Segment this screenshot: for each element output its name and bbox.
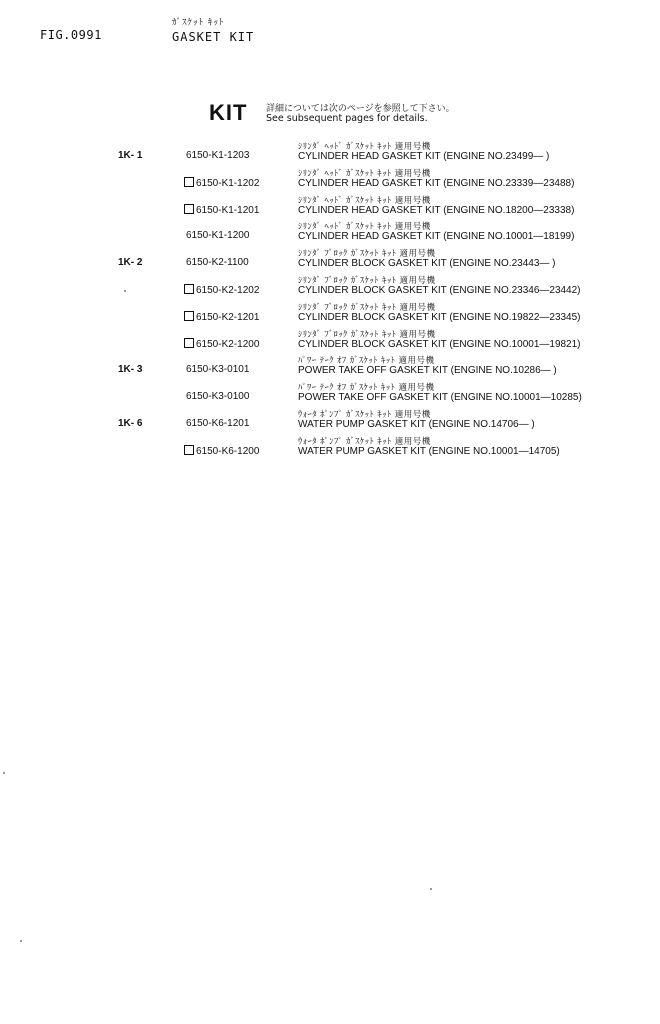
part-name-japanese: ｼﾘﾝﾀﾞ ﾍｯﾄﾞ ｶﾞｽｹｯﾄ ｷｯﾄ 適用号機 (298, 195, 431, 206)
part-number: 6150-K2-1201 (196, 311, 260, 323)
part-number-cell (186, 230, 249, 241)
part-name-japanese: ｼﾘﾝﾀﾞ ﾌﾞﾛｯｸ ｶﾞｽｹｯﾄ ｷｯﾄ 適用号機 (298, 276, 436, 286)
checkbox-marker-icon (184, 445, 194, 455)
part-name: CYLINDER BLOCK GASKET KIT (ENGINE NO.23346—23442) (298, 285, 581, 296)
scan-speck (20, 940, 22, 942)
part-name: CYLINDER BLOCK GASKET KIT (ENGINE NO.10001—19821) (298, 338, 581, 350)
part-number: 6150-K6-1200 (196, 445, 260, 457)
ref-number: 1K- 6 (118, 418, 143, 429)
scan-speck (3, 772, 5, 774)
part-name: WATER PUMP GASKET KIT (ENGINE NO.10001—14705) (298, 445, 560, 457)
ref-number: 1K- 1 (118, 150, 143, 161)
checkbox-marker-icon (184, 284, 194, 294)
part-name: CYLINDER HEAD GASKET KIT (ENGINE NO.23499— ) (298, 151, 550, 162)
scan-speck (430, 888, 432, 890)
part-number-cell (184, 204, 259, 216)
checkbox-marker-icon (184, 338, 194, 348)
checkbox-marker-icon (184, 204, 194, 214)
part-name-japanese: ｼﾘﾝﾀﾞ ﾍｯﾄﾞ ｶﾞｽｹｯﾄ ｷｯﾄ 適用号機 (298, 168, 431, 179)
checkbox-marker-icon (184, 177, 194, 187)
part-name-japanese: ｼﾘﾝﾀﾞ ﾍｯﾄﾞ ｶﾞｽｹｯﾄ ｷｯﾄ 適用号機 (298, 222, 431, 233)
part-name-japanese: ｼﾘﾝﾀﾞ ﾍｯﾄﾞ ｶﾞｽｹｯﾄ ｷｯﾄ 適用号機 (298, 142, 431, 152)
details-note: See subsequent pages for details. (266, 113, 428, 124)
part-number: 6150-K3-0101 (186, 364, 250, 376)
part-number: 6150-K2-1202 (196, 285, 260, 296)
part-number-cell (186, 391, 249, 402)
part-name-japanese: ﾊﾟﾜｰ ﾃｰｸ ｵﾌ ｶﾞｽｹｯﾄ ｷｯﾄ 適用号機 (298, 383, 435, 394)
part-name: CYLINDER BLOCK GASKET KIT (ENGINE NO.23443— ) (298, 258, 556, 270)
part-number-cell (184, 177, 259, 189)
part-name: CYLINDER HEAD GASKET KIT (ENGINE NO.18200—23338) (298, 204, 575, 216)
part-number-cell (186, 150, 249, 161)
part-number: 6150-K1-1202 (196, 177, 260, 189)
part-name: POWER TAKE OFF GASKET KIT (ENGINE NO.10001—10285) (298, 392, 582, 404)
scan-speck (124, 290, 126, 292)
part-number-cell (184, 338, 259, 350)
part-number-cell (184, 445, 259, 457)
page-title: GASKET KIT (172, 30, 255, 44)
part-number: 6150-K1-1200 (186, 230, 250, 242)
part-name-japanese: ｼﾘﾝﾀﾞ ﾌﾞﾛｯｸ ｶﾞｽｹｯﾄ ｷｯﾄ 適用号機 (298, 329, 436, 340)
part-number-cell (186, 364, 249, 375)
part-number-cell (186, 418, 249, 429)
page-title-japanese: ｶﾞｽｹｯﾄ ｷｯﾄ (172, 18, 225, 28)
part-name-japanese: ｳｫｰﾀ ﾎﾟﾝﾌﾟ ｶﾞｽｹｯﾄ ｷｯﾄ 適用号機 (298, 410, 431, 420)
part-number-cell (184, 311, 259, 323)
part-number-cell (184, 284, 259, 296)
part-name-japanese: ｼﾘﾝﾀﾞ ﾌﾞﾛｯｸ ｶﾞｽｹｯﾄ ｷｯﾄ 適用号機 (298, 249, 436, 260)
figure-number: FIG.0991 (40, 28, 102, 42)
part-name-japanese: ｳｫｰﾀ ﾎﾟﾝﾌﾟ ｶﾞｽｹｯﾄ ｷｯﾄ 適用号機 (298, 436, 431, 447)
ref-number: 1K- 3 (118, 364, 143, 376)
part-name: CYLINDER HEAD GASKET KIT (ENGINE NO.10001—18199) (298, 231, 575, 243)
part-number: 6150-K1-1203 (186, 150, 250, 161)
part-number: 6150-K6-1201 (186, 418, 250, 429)
part-name: WATER PUMP GASKET KIT (ENGINE NO.14706— ) (298, 419, 535, 430)
part-name: CYLINDER BLOCK GASKET KIT (ENGINE NO.19822—23345) (298, 311, 581, 323)
part-name-japanese: ｼﾘﾝﾀﾞ ﾌﾞﾛｯｸ ｶﾞｽｹｯﾄ ｷｯﾄ 適用号機 (298, 302, 436, 313)
part-number: 6150-K2-1100 (186, 257, 249, 269)
kit-heading: KIT (209, 100, 248, 125)
part-number: 6150-K2-1200 (196, 338, 260, 350)
part-number: 6150-K3-0100 (186, 391, 250, 403)
details-note-japanese: 詳細については次のページを参照して下さい。 (266, 104, 455, 114)
checkbox-marker-icon (184, 311, 194, 321)
part-number: 6150-K1-1201 (196, 204, 260, 216)
part-name: POWER TAKE OFF GASKET KIT (ENGINE NO.10286— ) (298, 365, 557, 377)
ref-number: 1K- 2 (118, 257, 143, 269)
part-name: CYLINDER HEAD GASKET KIT (ENGINE NO.23339—23488) (298, 177, 575, 189)
part-name-japanese: ﾊﾟﾜｰ ﾃｰｸ ｵﾌ ｶﾞｽｹｯﾄ ｷｯﾄ 適用号機 (298, 356, 435, 367)
part-number-cell (186, 257, 249, 268)
